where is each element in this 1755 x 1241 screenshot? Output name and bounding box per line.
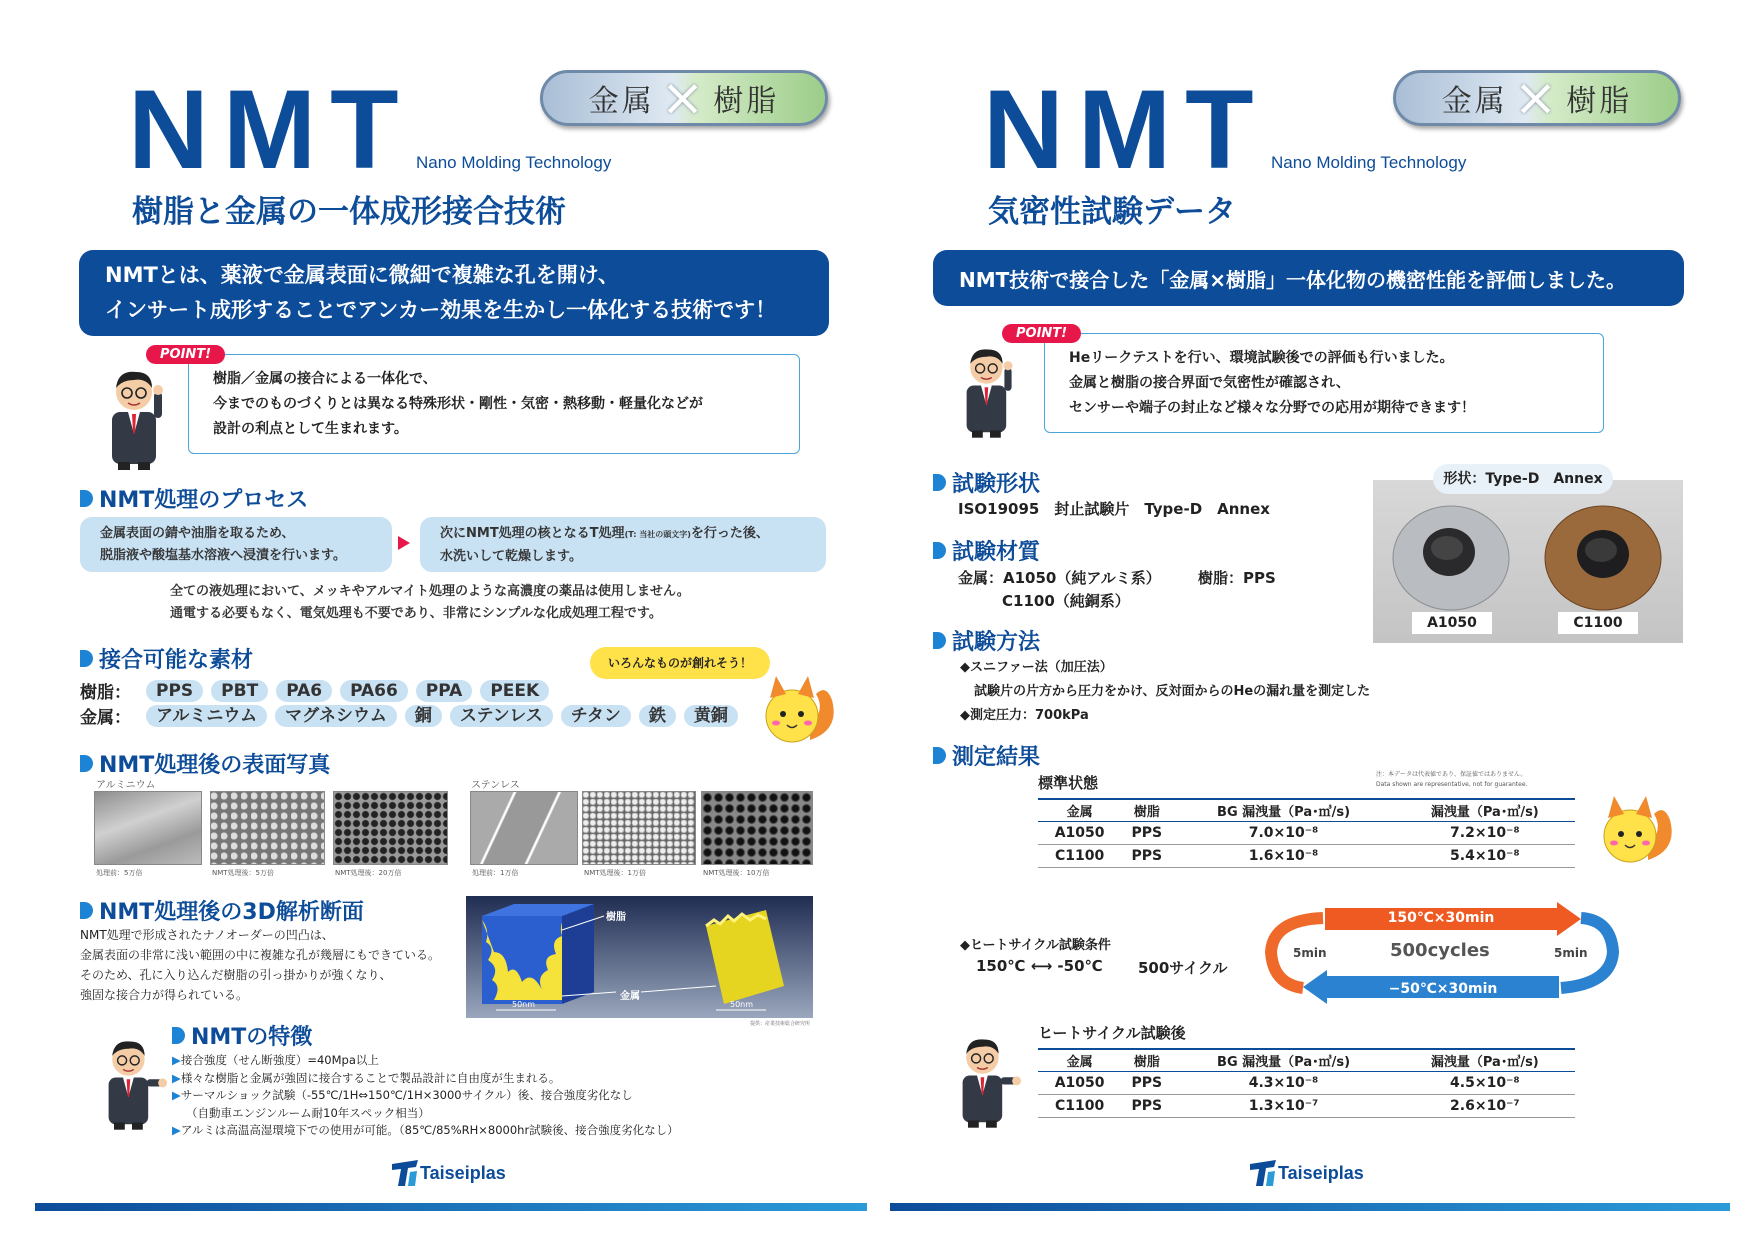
sem-photo — [210, 791, 325, 865]
features-list: ▶接合強度（せん断強度）=40Mpa以上 ▶様々な樹脂と金属が強固に接合することで製品設計に自由度が生まれる。 ▶サーマルショック試験（-55℃/1H⇔150℃/1H×3000サイクル）後、接合強度劣化なし （自動車エンジンルーム耐10年スペック相当） ▶アルミは高温高湿環境下での使用が可能。（85℃/85%RH×8000hr試験後、接合強度劣化なし） — [172, 1053, 679, 1137]
step2-note: (T: 当社の頭文字) — [624, 530, 691, 539]
step2-line-2: 水洗いして乾燥します。 — [440, 549, 582, 564]
method-text — [960, 656, 1370, 728]
section-line-2: 金属表面の非常に浅い範囲の中に複雑な孔が幾層にもできている。 — [80, 948, 441, 962]
photo-group-stainless: ステンレス — [471, 780, 520, 791]
businessman-icon — [98, 362, 178, 472]
cycle-high-temp: 150℃×30min — [1387, 910, 1495, 926]
intro-band: NMT技術で接合した「金属×樹脂」一体化物の機密性能を評価しました。 — [933, 250, 1684, 306]
scale-bar-1: 50nm — [512, 1000, 536, 1009]
taiseiplas-logo — [1248, 1158, 1364, 1188]
point-line-3: センサーや端子の封止など様々な分野での応用が期待できます！ — [1069, 400, 1475, 416]
sem-photo — [94, 791, 202, 865]
photo-group-aluminum: アルミニウム — [96, 780, 156, 791]
businessman-icon — [950, 1030, 1022, 1130]
surface-photo-heading: NMT処理後の表面写真 — [80, 748, 330, 779]
heat-cycle-condition: ◆ヒートサイクル試験条件 — [960, 938, 1111, 953]
footer-stripe — [35, 1203, 867, 1211]
point-tag: POINT! — [1002, 324, 1081, 343]
photo-caption: 処理前：5万倍 — [96, 869, 143, 877]
step2-line-1b: を行った後、 — [690, 526, 769, 541]
materials-heading: 接合可能な素材 — [80, 643, 253, 674]
point-line-1: 樹脂／金属の接合による一体化で、 — [213, 371, 437, 387]
table-cell: A1050 — [1038, 821, 1121, 844]
col-header: 金属 — [1038, 799, 1121, 821]
table-cell: PPS — [1121, 844, 1172, 867]
point-line-2: 今までのものづくりとは異なる特殊形状・剛性・気密・熱移動・軽量化などが — [213, 396, 703, 412]
c1100-specimen-icon — [1543, 504, 1663, 612]
businessman-icon — [954, 340, 1026, 440]
table-cell: 2.6×10⁻⁷ — [1395, 1094, 1575, 1117]
process-step-2 — [420, 517, 826, 572]
table-cell: 1.6×10⁻⁸ — [1172, 844, 1394, 867]
section-line-4: 強固な接合力が得られている。 — [80, 988, 249, 1002]
features-heading: NMTの特徴 — [172, 1020, 312, 1051]
resin-chip: PPS — [146, 680, 203, 702]
table-cell: PPS — [1121, 1071, 1172, 1094]
pill-metal: 金属 — [588, 84, 655, 119]
section-3d-heading: NMT処理後の3D解析断面 — [80, 895, 364, 926]
point-box — [188, 354, 800, 454]
nmt-logo-text: NMT — [128, 67, 413, 192]
after-heat-cycle-table — [1038, 1048, 1575, 1118]
intro-line-2: インサート成形することでアンカー効果を生かし一体化する技術です！ — [105, 298, 777, 322]
scale-bar-2: 50nm — [730, 1000, 754, 1009]
feature-item: 接合強度（せん断強度）=40Mpa以上 — [180, 1053, 379, 1067]
col-header: 金属 — [1038, 1049, 1121, 1071]
feature-item: アルミは高温高湿環境下での使用が可能。（85℃/85%RH×8000hr試験後、接合強度劣化なし） — [180, 1123, 679, 1137]
metal-chip: 銅 — [405, 705, 442, 727]
col-header: 樹脂 — [1121, 1049, 1172, 1071]
pill-resin: 樹脂 — [713, 84, 780, 119]
method-line-1: ◆スニファー法（加圧法） — [960, 660, 1113, 675]
table-cell: 5.4×10⁻⁸ — [1395, 844, 1575, 867]
intro-line-1: NMTとは、薬液で金属表面に微細で複雑な孔を開け、 — [105, 263, 619, 287]
resin-chip: PPA — [416, 680, 473, 702]
standard-result-table — [1038, 798, 1575, 868]
method-line-2: 試験片の片方から圧力をかけ、反対面からのHeの漏れ量を測定した — [974, 684, 1371, 699]
photo-caption: NMT処理後：20万倍 — [335, 869, 402, 877]
method-line-3: ◆測定圧力：700kPa — [960, 708, 1089, 723]
right-page — [878, 0, 1755, 1241]
metal-chip: 黄銅 — [684, 705, 738, 727]
table-row — [1038, 844, 1575, 867]
label-metal: 金属 — [620, 991, 640, 1002]
point-line-1: Heリークテストを行い、環境試験後での評価も行いました。 — [1069, 350, 1454, 366]
logo-text: Taiseiplas — [420, 1162, 506, 1183]
table-cell: A1050 — [1038, 1071, 1121, 1094]
nmt-subtitle: Nano Molding Technology — [416, 153, 612, 172]
page-title: 気密性試験データ — [988, 194, 1236, 230]
left-page — [0, 0, 877, 1241]
col-header: BG 漏洩量（Pa･㎥/s) — [1172, 1049, 1394, 1071]
standard-state-title: 標準状態 — [1038, 774, 1099, 792]
squirrel-mascot-icon — [1598, 790, 1678, 874]
feature-item-sub: （自動車エンジンルーム耐10年スペック相当） — [186, 1105, 430, 1120]
step1-line-2: 脱脂液や酸塩基水溶液へ浸漬を行います。 — [100, 548, 346, 563]
intro-band — [79, 250, 829, 336]
taiseiplas-logo — [390, 1158, 506, 1188]
metal-label: 金属： — [80, 708, 131, 728]
pill-resin: 樹脂 — [1566, 84, 1633, 119]
photo-caption: 処理前：1万倍 — [472, 869, 519, 877]
specimen-type-label: 形状：Type-D Annex — [1433, 464, 1613, 494]
process-heading: NMT処理のプロセス — [80, 483, 308, 514]
speech-bubble: いろんなものが創れそう！ — [590, 647, 770, 679]
disclaimer-jp: 注：本データは代表値であり、保証値ではありません。 — [1376, 771, 1527, 778]
table-cell: 4.5×10⁻⁸ — [1395, 1071, 1575, 1094]
logo-text: Taiseiplas — [1278, 1162, 1364, 1183]
label-resin: 樹脂 — [606, 912, 626, 923]
feature-item: 様々な樹脂と金属が強固に接合することで製品設計に自由度が生まれる。 — [180, 1070, 561, 1085]
section-3d-text — [80, 925, 440, 1005]
footer-stripe — [890, 1203, 1730, 1211]
feature-item: サーマルショック試験（-55℃/1H⇔150℃/1H×3000サイクル）後、接合強度劣化なし — [180, 1088, 633, 1102]
photo-caption: NMT処理後：5万倍 — [212, 869, 275, 877]
nmt-subtitle: Nano Molding Technology — [1271, 153, 1467, 172]
material-heading: 試験材質 — [933, 535, 1040, 566]
metal-chip: マグネシウム — [275, 705, 397, 727]
arrow-right-icon — [398, 536, 410, 550]
heat-cycle-count: 500サイクル — [1138, 959, 1228, 977]
point-tag: POINT! — [146, 345, 225, 364]
table-row — [1038, 1094, 1575, 1117]
cross-icon: × — [660, 68, 708, 128]
table-cell: 1.3×10⁻⁷ — [1172, 1094, 1394, 1117]
resin-chip: PA6 — [276, 680, 332, 702]
table-cell: 4.3×10⁻⁸ — [1172, 1071, 1394, 1094]
photo-caption: NMT処理後：10万倍 — [703, 869, 770, 877]
image-credit: 提供：産業技術総合研究所 — [750, 1021, 811, 1027]
cycle-count: 500cycles — [1390, 940, 1490, 961]
taiseiplas-mark-icon — [390, 1158, 420, 1188]
table-cell: C1100 — [1038, 1094, 1121, 1117]
resin-label: 樹脂： — [80, 683, 131, 703]
section-line-1: NMT処理で形成されたナノオーダーの凹凸は、 — [80, 928, 334, 942]
shape-text: ISO19095 封止試験片 Type-D Annex — [958, 500, 1270, 518]
point-box — [1044, 333, 1604, 433]
shape-heading: 試験形状 — [933, 467, 1040, 498]
col-header: BG 漏洩量（Pa･㎥/s) — [1172, 799, 1394, 821]
point-line-3: 設計の利点として生まれます。 — [213, 421, 408, 437]
table-row — [1038, 1071, 1575, 1094]
a1050-specimen-icon — [1391, 504, 1511, 612]
resin-chip: PEEK — [480, 680, 549, 702]
method-heading: 試験方法 — [933, 625, 1040, 656]
col-header: 樹脂 — [1121, 799, 1172, 821]
nmt-logo-text: NMT — [983, 67, 1268, 192]
metal-resin-pill — [540, 70, 828, 126]
metal-list — [80, 703, 738, 728]
heat-cycle-temp: 150℃ ⟷ -50℃ — [976, 957, 1103, 975]
metal-chip: チタン — [561, 705, 631, 727]
after-heat-cycle-title: ヒートサイクル試験後 — [1038, 1024, 1186, 1042]
specimen-label-c1100: C1100 — [1558, 612, 1638, 634]
metal-chip: アルミニウム — [146, 705, 267, 727]
col-header: 漏洩量（Pa･㎥/s) — [1395, 799, 1575, 821]
pill-metal: 金属 — [1441, 84, 1508, 119]
section-line-3: そのため、孔に入り込んだ樹脂の引っ掛かりが強くなり、 — [80, 968, 392, 982]
metal-chip: ステンレス — [450, 705, 553, 727]
page-title: 樹脂と金属の一体成形接合技術 — [132, 194, 566, 230]
col-header: 漏洩量（Pa･㎥/s) — [1395, 1049, 1575, 1071]
step1-line-1: 金属表面の錆や油脂を取るため、 — [100, 526, 295, 541]
cycle-low-temp: −50℃×30min — [1388, 981, 1498, 997]
businessman-icon — [96, 1032, 168, 1132]
specimen-label-a1050: A1050 — [1412, 612, 1492, 634]
cross-icon: × — [1513, 68, 1561, 128]
step2-line-1a: 次にNMT処理の核となるT処理 — [440, 526, 625, 541]
table-cell: C1100 — [1038, 844, 1121, 867]
process-note-1: 全ての液処理において、メッキやアルマイト処理のような高濃度の薬品は使用しません。 — [170, 584, 690, 599]
process-note-2: 通電する必要もなく、電気処理も不要であり、非常にシンプルな化成処理工程です。 — [170, 606, 662, 621]
result-heading: 測定結果 — [933, 740, 1040, 771]
process-step-1 — [80, 517, 392, 572]
table-cell: PPS — [1121, 1094, 1172, 1117]
cycle-dwell-right: 5min — [1554, 946, 1588, 960]
table-cell: PPS — [1121, 821, 1172, 844]
sem-photo — [701, 791, 813, 865]
cycle-dwell-left: 5min — [1293, 946, 1327, 960]
material-metal-1: 金属：A1050（純アルミ系） — [958, 569, 1161, 587]
squirrel-mascot-icon — [760, 670, 840, 754]
resin-chip: PA66 — [340, 680, 408, 702]
taiseiplas-mark-icon — [1248, 1158, 1278, 1188]
material-metal-2: C1100（純銅系） — [1002, 592, 1130, 610]
table-cell: 7.0×10⁻⁸ — [1172, 821, 1394, 844]
resin-chip: PBT — [211, 680, 268, 702]
sem-photo — [470, 791, 578, 865]
table-cell: 7.2×10⁻⁸ — [1395, 821, 1575, 844]
metal-chip: 鉄 — [639, 705, 676, 727]
photo-caption: NMT処理後：1万倍 — [584, 869, 647, 877]
material-resin: 樹脂：PPS — [1198, 569, 1276, 587]
sem-photo — [582, 791, 696, 865]
disclaimer — [1376, 770, 1527, 790]
table-row — [1038, 821, 1575, 844]
disclaimer-en: Data shown are representative, not for guarantee. — [1376, 781, 1528, 788]
resin-list — [80, 678, 549, 703]
point-line-2: 金属と樹脂の接合界面で気密性が確認され、 — [1069, 375, 1350, 391]
sem-photo — [333, 791, 448, 865]
metal-resin-pill — [1393, 70, 1681, 126]
